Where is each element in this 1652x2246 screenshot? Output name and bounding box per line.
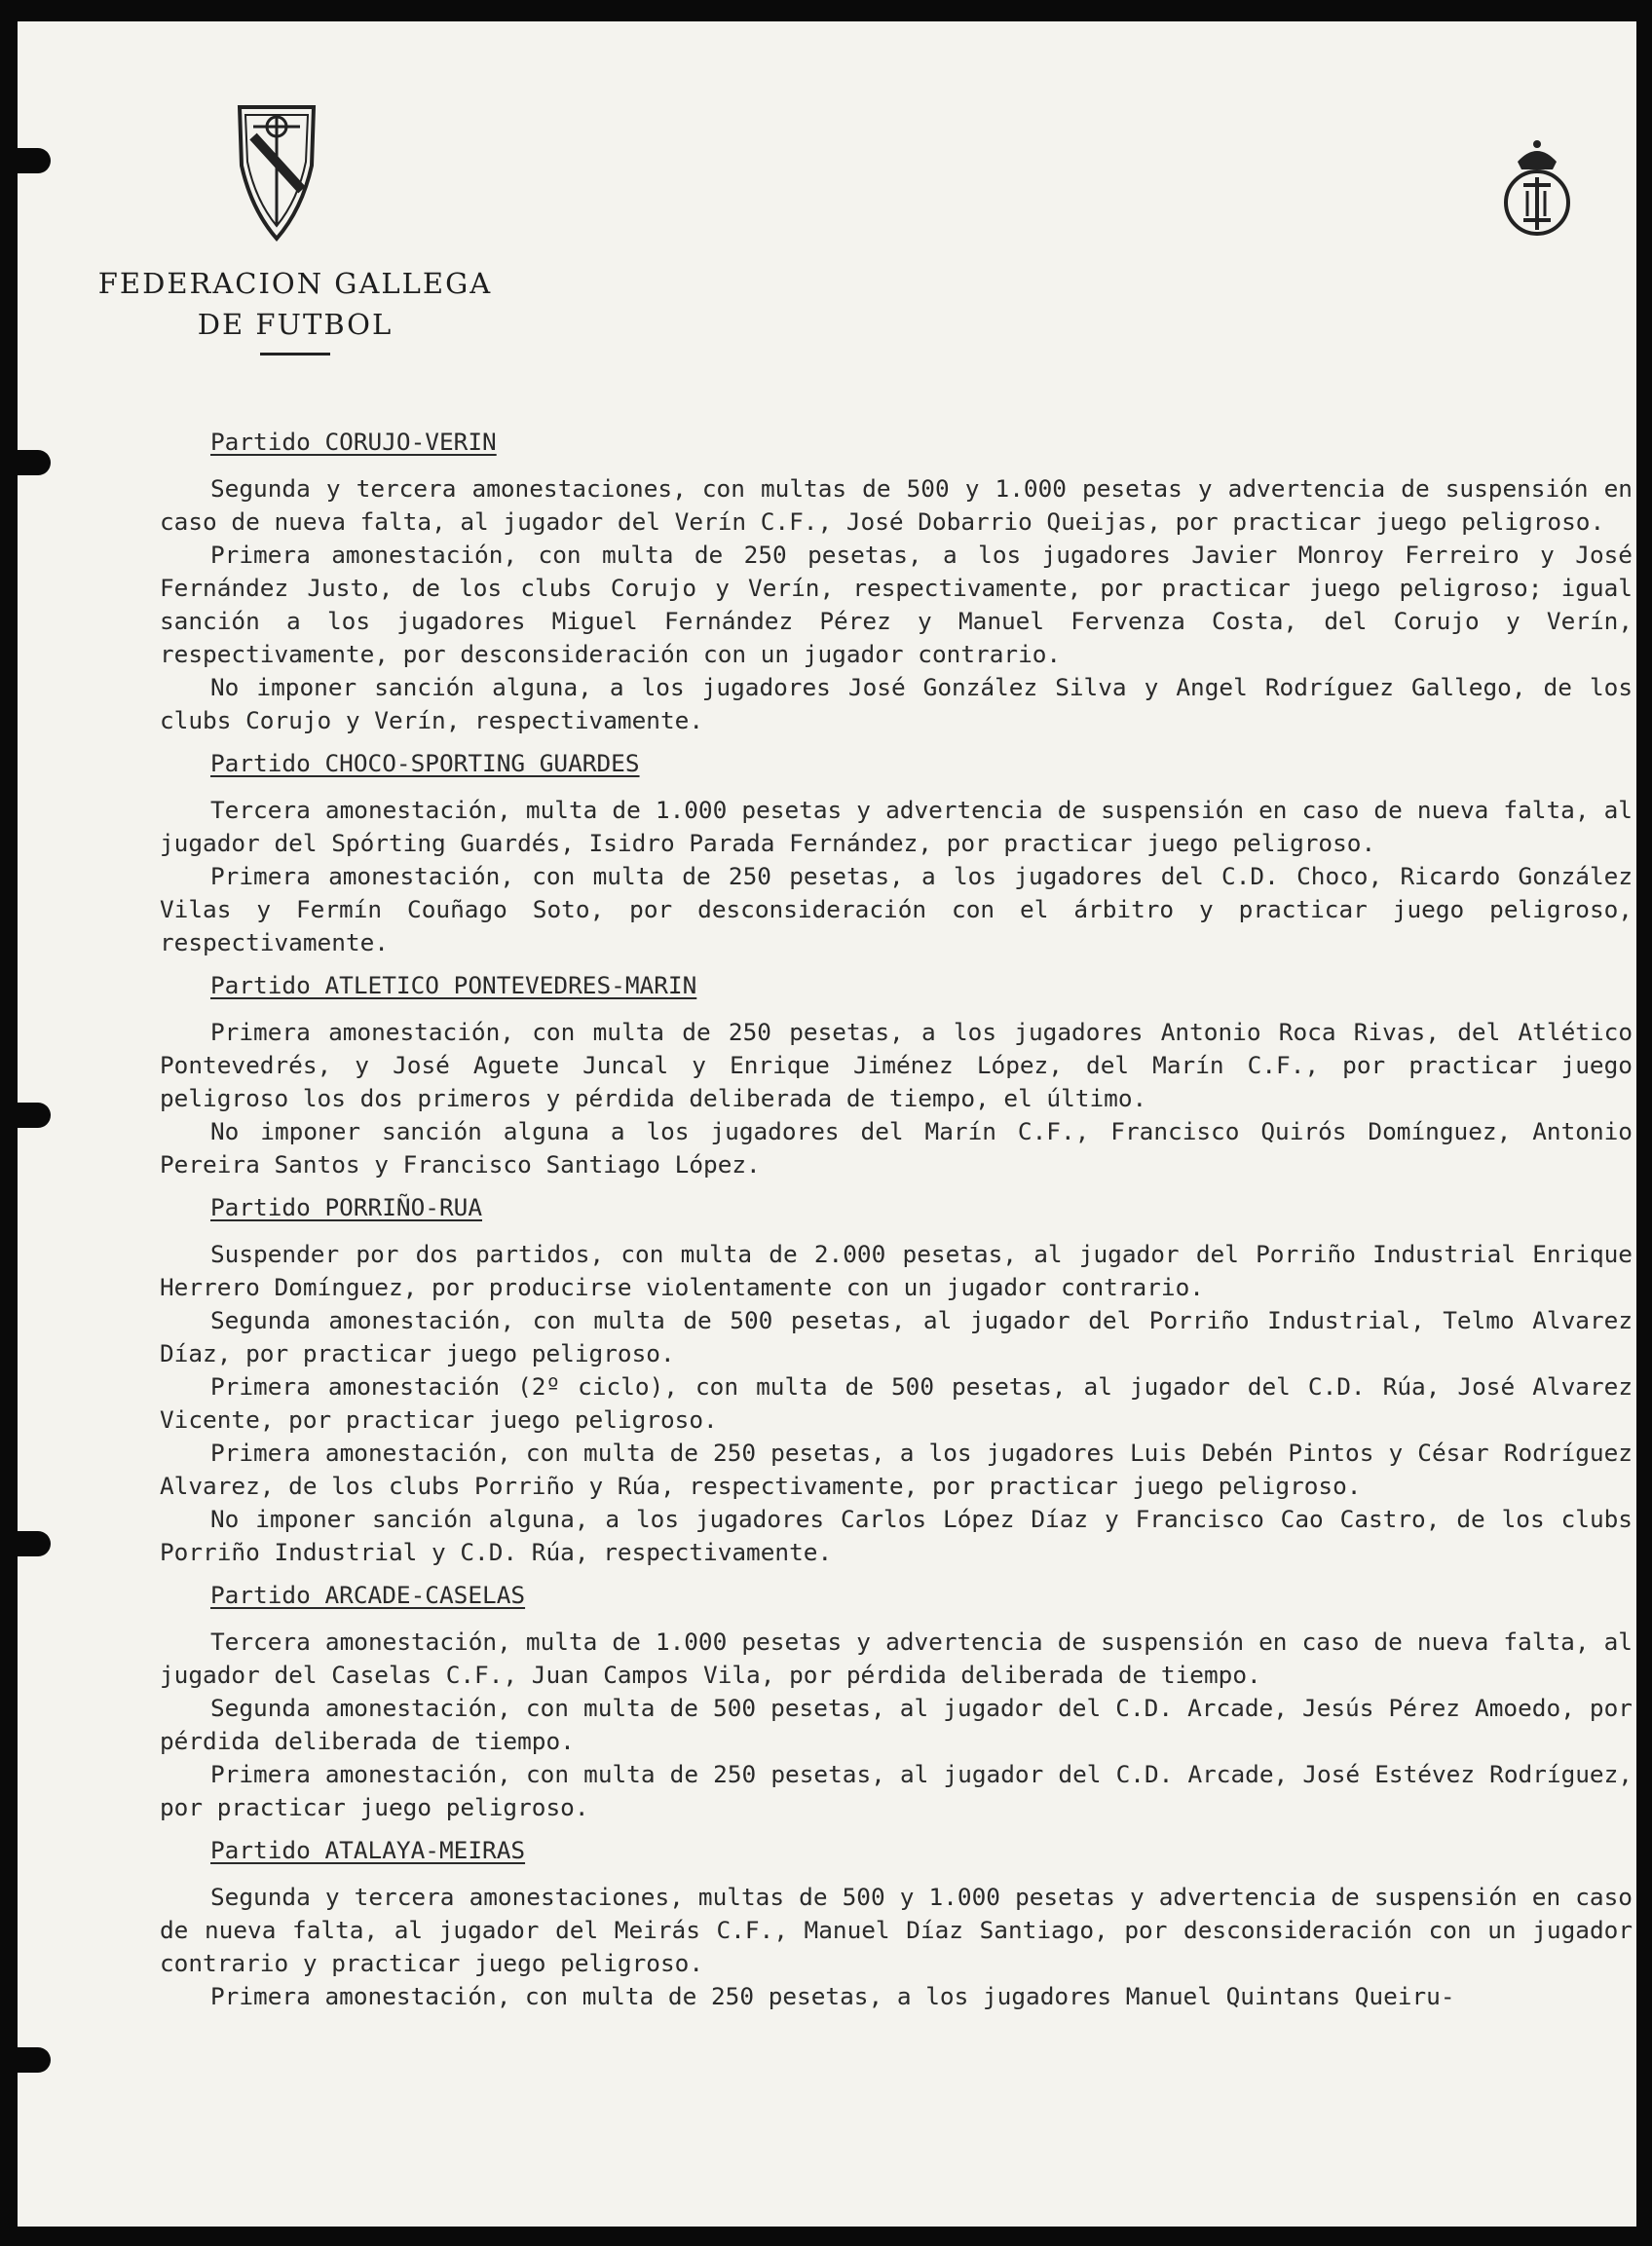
sanction-paragraph: No imponer sanción alguna a los jugadores del Marín C.F., Francisco Quirós Domínguez, Antonio Pereira Santos y Francisco Santiago López. — [160, 1117, 1633, 1179]
sanction-paragraph: No imponer sanción alguna, a los jugadores José González Silva y Angel Rodríguez Gallego, de los clubs Corujo y Verín, respectivamente. — [160, 673, 1633, 734]
binding-hole — [18, 1103, 51, 1128]
organization-name — [86, 263, 505, 356]
sanction-paragraph: Segunda amonestación, con multa de 500 pesetas, al jugador del C.D. Arcade, Jesús Pérez Amoedo, por pérdida deliberada de tiempo. — [160, 1694, 1633, 1755]
binding-hole — [18, 450, 51, 475]
organization-line-1: FEDERACION GALLEGA — [97, 267, 493, 300]
royal-crown-federation-crest-icon — [1498, 136, 1576, 243]
sanction-paragraph: Primera amonestación, con multa de 250 pesetas, a los jugadores Antonio Roca Rivas, del Atlético Pontevedrés, y José Aguete Juncal y Enrique Jiménez López, del Marín C.F., por practicar juego peligroso los dos primeros y pérdida deliberada de tiempo, el último. — [160, 1018, 1633, 1112]
sanction-paragraph: Suspender por dos partidos, con multa de 2.000 pesetas, al jugador del Porriño Industrial Enrique Herrero Domínguez, por producirse violentamente con un jugador contrario. — [160, 1240, 1633, 1301]
match-heading: Partido ATALAYA-MEIRAS — [210, 1836, 526, 1864]
match-section — [160, 1579, 1633, 1824]
sanction-paragraph: Primera amonestación (2º ciclo), con multa de 500 pesetas, al jugador del C.D. Rúa, José Alvarez Vicente, por practicar juego peligroso. — [160, 1372, 1633, 1434]
sanction-paragraph: Primera amonestación, con multa de 250 pesetas, a los jugadores del C.D. Choco, Ricardo González Vilas y Fermín Couñago Soto, por desconsideración con el árbitro y practicar juego peligroso, respectivamente. — [160, 862, 1633, 956]
shield-crest-icon — [234, 97, 319, 243]
organization-line-2: DE FUTBOL — [197, 308, 394, 341]
sanction-paragraph: Tercera amonestación, multa de 1.000 pesetas y advertencia de suspensión en caso de nueva falta, al jugador del Caselas C.F., Juan Campos Vila, por pérdida deliberada de tiempo. — [160, 1628, 1633, 1689]
match-section — [160, 969, 1633, 1181]
match-heading: Partido ATLETICO PONTEVEDRES-MARIN — [210, 971, 697, 999]
match-section — [160, 426, 1633, 737]
document-page — [18, 21, 1636, 2227]
binding-hole — [18, 2047, 51, 2073]
match-section — [160, 747, 1633, 959]
sanction-paragraph: Segunda y tercera amonestaciones, con multas de 500 y 1.000 pesetas y advertencia de suspensión en caso de nueva falta, al jugador del Verín C.F., José Dobarrio Queijas, por practicar juego peligroso. — [160, 474, 1633, 536]
document-body — [160, 416, 1633, 2019]
sanction-paragraph: Segunda y tercera amonestaciones, multas de 500 y 1.000 pesetas y advertencia de suspensión en caso de nueva falta, al jugador del Meirás C.F., Manuel Díaz Santiago, por desconsideración con un jugador contrario y practicar juego peligroso. — [160, 1883, 1633, 1977]
match-heading: Partido CHOCO-SPORTING GUARDES — [210, 749, 640, 777]
match-heading: Partido PORRIÑO-RUA — [210, 1193, 483, 1221]
sanction-paragraph: Tercera amonestación, multa de 1.000 pesetas y advertencia de suspensión en caso de nueva falta, al jugador del Spórting Guardés, Isidro Parada Fernández, por practicar juego peligroso. — [160, 796, 1633, 857]
match-heading: Partido CORUJO-VERIN — [210, 428, 497, 456]
sanction-paragraph: No imponer sanción alguna, a los jugadores Carlos López Díaz y Francisco Cao Castro, de los clubs Porriño Industrial y C.D. Rúa, respectivamente. — [160, 1505, 1633, 1566]
match-section — [160, 1191, 1633, 1569]
sanction-paragraph: Segunda amonestación, con multa de 500 pesetas, al jugador del Porriño Industrial, Telmo Alvarez Díaz, por practicar juego peligroso. — [160, 1306, 1633, 1367]
sanction-paragraph: Primera amonestación, con multa de 250 pesetas, a los jugadores Manuel Quintans Queiru- — [210, 1982, 1455, 2010]
match-section — [160, 1834, 1633, 2013]
sanction-paragraph: Primera amonestación, con multa de 250 pesetas, al jugador del C.D. Arcade, José Estévez Rodríguez, por practicar juego peligroso. — [160, 1760, 1633, 1821]
header-rule — [260, 353, 330, 356]
sanction-paragraph: Primera amonestación, con multa de 250 pesetas, a los jugadores Luis Debén Pintos y César Rodríguez Alvarez, de los clubs Porriño y Rúa, respectivamente, por practicar juego peligroso. — [160, 1439, 1633, 1500]
binding-hole — [18, 148, 51, 173]
binding-hole — [18, 1531, 51, 1556]
match-heading: Partido ARCADE-CASELAS — [210, 1581, 526, 1609]
sanction-paragraph: Primera amonestación, con multa de 250 pesetas, a los jugadores Javier Monroy Ferreiro y José Fernández Justo, de los clubs Corujo y Verín, respectivamente, por practicar juego peligroso; igual sanción a los jugadores Miguel Fernández Pérez y Manuel Fervenza Costa, del Corujo y Verín, respectivamente, por desconsideración con un jugador contrario. — [160, 541, 1633, 668]
